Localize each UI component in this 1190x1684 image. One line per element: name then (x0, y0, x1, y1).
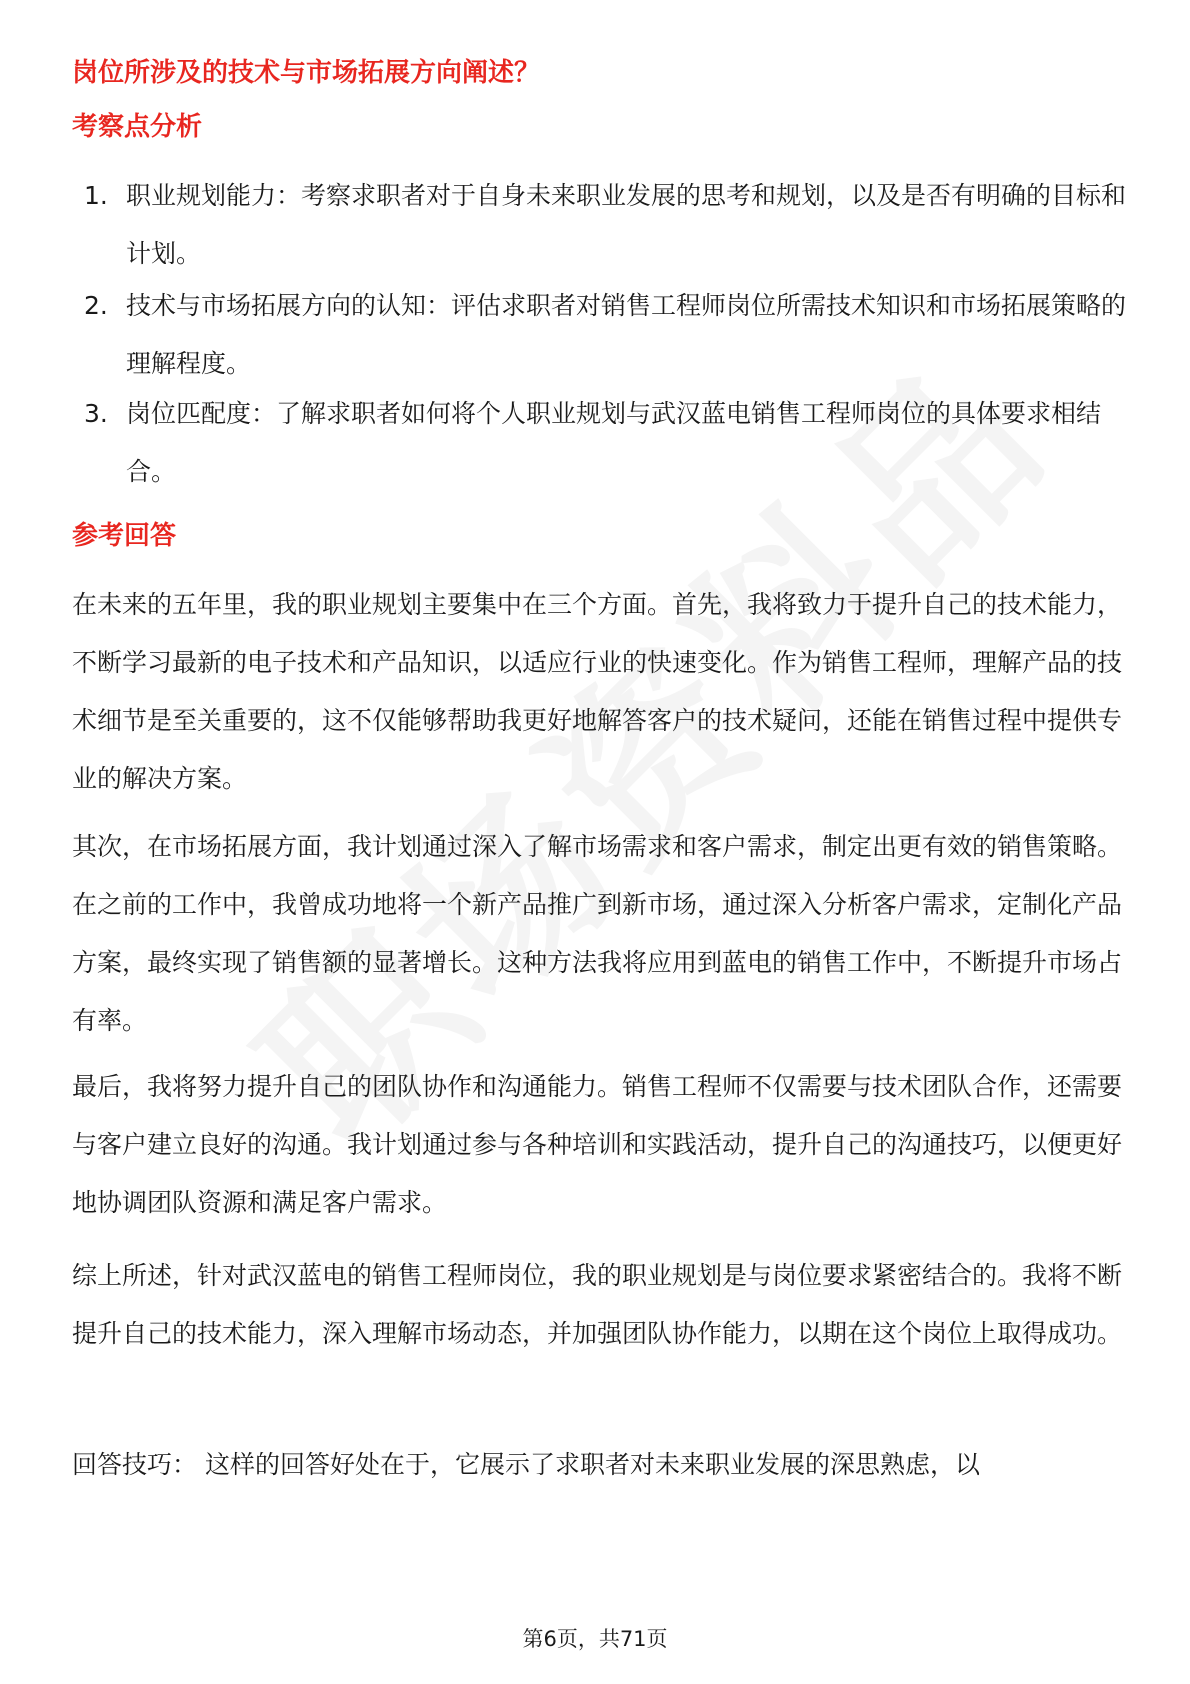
answer-paragraph: 综上所述，针对武汉蓝电的销售工程师岗位，我的职业规划是与岗位要求紧密结合的。我将不断提升自己的技术能力，深入理解市场动态，并加强团队协作能力，以期在这个岗位上取得成功。 (72, 1261, 1123, 1348)
answer-heading: 参考回答 (72, 521, 177, 551)
list-number: 1. (84, 181, 108, 210)
list-number: 3. (84, 399, 108, 428)
list-text: 岗位匹配度：了解求职者如何将个人职业规划与武汉蓝电销售工程师岗位的具体要求相结合。 (126, 399, 1102, 486)
list-text: 职业规划能力：考察求职者对于自身未来职业发展的思考和规划，以及是否有明确的目标和计划。 (126, 181, 1127, 268)
list-text: 技术与市场拓展方向的认知：评估求职者对销售工程师岗位所需技术知识和市场拓展策略的理解程度。 (126, 291, 1127, 378)
answer-paragraph: 最后，我将努力提升自己的团队协作和沟通能力。销售工程师不仅需要与技术团队合作，还需要与客户建立良好的沟通。我计划通过参与各种培训和实践活动，提升自己的沟通技巧，以便更好地协调团队资源和满足客户需求。 (72, 1072, 1123, 1217)
answer-paragraph: 其次，在市场拓展方面，我计划通过深入了解市场需求和客户需求，制定出更有效的销售策略。在之前的工作中，我曾成功地将一个新产品推广到新市场，通过深入分析客户需求，定制化产品方案，最终实现了销售额的显著增长。这种方法我将应用到蓝电的销售工作中，不断提升市场占有率。 (72, 832, 1123, 1035)
answer-tip: 回答技巧： 这样的回答好处在于，它展示了求职者对未来职业发展的深思熟虑，以 (72, 1450, 980, 1479)
answer-paragraph: 在未来的五年里，我的职业规划主要集中在三个方面。首先，我将致力于提升自己的技术能力，不断学习最新的电子技术和产品知识，以适应行业的快速变化。作为销售工程师，理解产品的技术细节是至关重要的，这不仅能够帮助我更好地解答客户的技术疑问，还能在销售过程中提供专业的解决方案。 (72, 590, 1123, 793)
question-heading: 岗位所涉及的技术与市场拓展方向阐述？ (72, 58, 541, 88)
analysis-heading: 考察点分析 (72, 112, 203, 142)
page-number: 第6页，共71页 (522, 1627, 668, 1651)
list-number: 2. (84, 291, 108, 320)
